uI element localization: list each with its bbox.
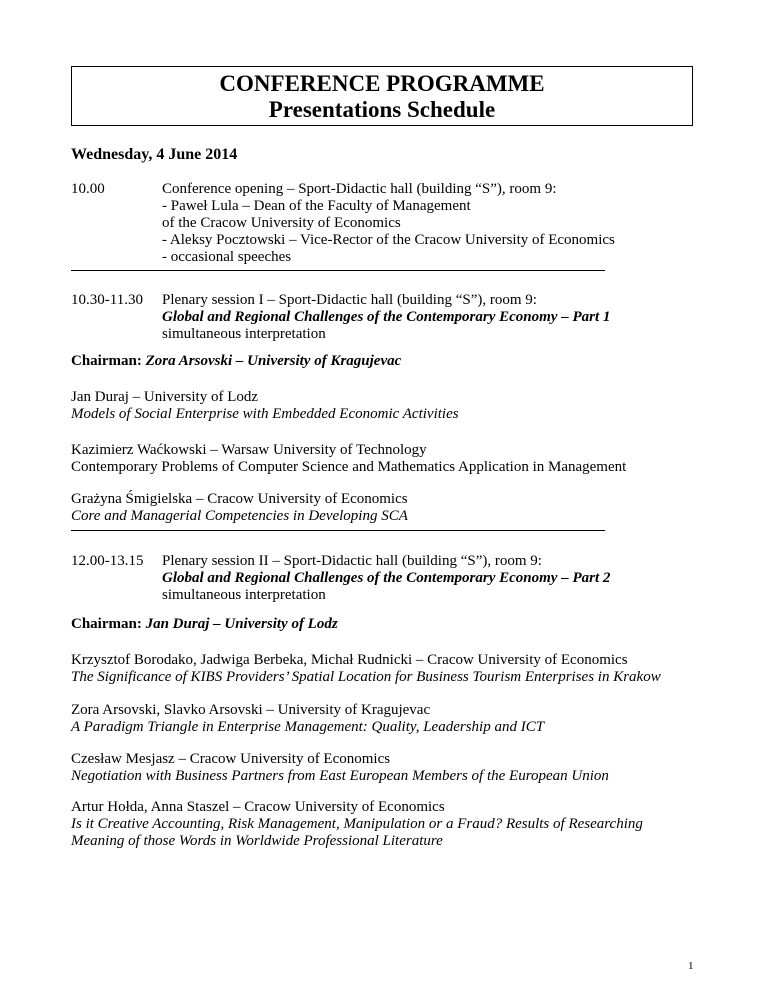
talk-speaker: Jan Duraj – University of Lodz: [71, 389, 259, 405]
talk-item: [71, 652, 661, 686]
talk-item: [71, 389, 459, 423]
talk-item: [71, 491, 408, 525]
talk-item: [71, 442, 626, 476]
programme-title: CONFERENCE PROGRAMME: [219, 71, 545, 96]
session2-venue: Plenary session II – Sport-Didactic hall (building “S”), room 9:: [162, 553, 542, 569]
programme-subtitle: Presentations Schedule: [268, 97, 496, 122]
opening-line: Conference opening – Sport-Didactic hall (building “S”), room 9:: [162, 181, 557, 197]
session2-chairman: [71, 616, 338, 633]
session1-theme: Global and Regional Challenges of the Contemporary Economy – Part 1: [162, 309, 611, 325]
opening-time: 10.00: [71, 181, 105, 197]
talk-title: Core and Managerial Competencies in Developing SCA: [71, 508, 408, 524]
talk-title: Contemporary Problems of Computer Science and Mathematics Application in Management: [71, 459, 627, 475]
session2-details: [162, 553, 610, 604]
divider: [71, 530, 605, 531]
talk-title: Negotiation with Business Partners from East European Members of the European Union: [71, 768, 609, 784]
talk-speaker: Zora Arsovski, Slavko Arsovski – University of Kragujevac: [71, 702, 431, 718]
talk-title: A Paradigm Triangle in Enterprise Management: Quality, Leadership and ICT: [71, 719, 545, 735]
chairman-label: Chairman:: [71, 616, 142, 632]
talk-speaker: Grażyna Śmigielska – Cracow University of Economics: [71, 491, 408, 507]
talk-speaker: Kazimierz Waćkowski – Warsaw University of Technology: [71, 442, 427, 458]
session2-note: simultaneous interpretation: [162, 587, 326, 603]
talk-title: Meaning of those Words in Worldwide Professional Literature: [71, 833, 443, 849]
opening-details: [162, 181, 615, 266]
session2-time: 12.00-13.15: [71, 553, 144, 569]
talk-title: Models of Social Enterprise with Embedded Economic Activities: [71, 406, 459, 422]
opening-line: - occasional speeches: [162, 249, 292, 265]
talk-speaker: Krzysztof Borodako, Jadwiga Berbeka, Michał Rudnicki – Cracow University of Economics: [71, 652, 628, 668]
talk-title: The Significance of KIBS Providers’ Spatial Location for Business Tourism Enterprises in Krakow: [71, 669, 661, 685]
talk-speaker: Czesław Mesjasz – Cracow University of Economics: [71, 751, 391, 767]
opening-line: - Aleksy Pocztowski – Vice-Rector of the Cracow University of Economics: [162, 232, 615, 248]
day-heading: Wednesday, 4 June 2014: [71, 146, 238, 163]
talk-speaker: Artur Hołda, Anna Staszel – Cracow University of Economics: [71, 799, 445, 815]
chairman-name: Jan Duraj – University of Lodz: [145, 616, 338, 632]
opening-line: - Paweł Lula – Dean of the Faculty of Management: [162, 198, 471, 214]
session1-venue: Plenary session I – Sport-Didactic hall (building “S”), room 9:: [162, 292, 537, 308]
talk-item: [71, 799, 643, 850]
chairman-name: Zora Arsovski – University of Kragujevac: [145, 353, 402, 369]
talk-item: [71, 751, 609, 785]
chairman-label: Chairman:: [71, 353, 142, 369]
session1-details: [162, 292, 610, 343]
session1-note: simultaneous interpretation: [162, 326, 326, 342]
page-number: 1: [688, 960, 694, 972]
talk-title: Is it Creative Accounting, Risk Management, Manipulation or a Fraud? Results of Researching: [71, 816, 643, 832]
divider: [71, 270, 605, 271]
session1-time: 10.30-11.30: [71, 292, 143, 308]
session1-chairman: [71, 353, 401, 370]
opening-line: of the Cracow University of Economics: [162, 215, 401, 231]
talk-item: [71, 702, 544, 736]
title-box: [71, 66, 693, 126]
session2-theme: Global and Regional Challenges of the Contemporary Economy – Part 2: [162, 570, 611, 586]
